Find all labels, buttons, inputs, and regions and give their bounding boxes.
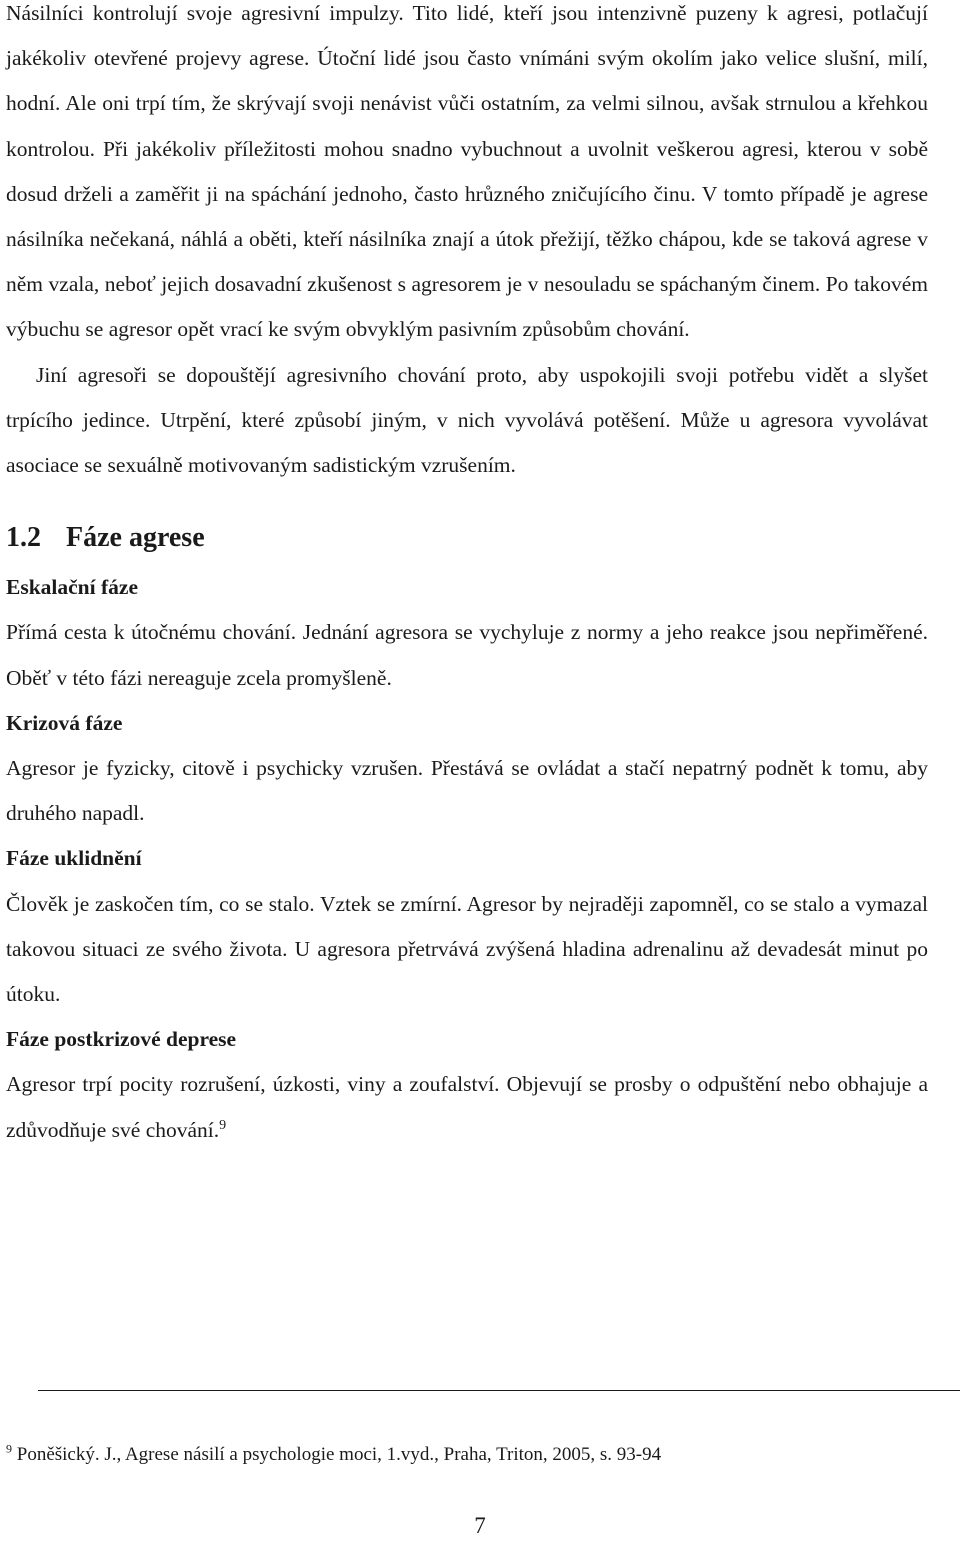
document-page <box>6 0 928 1153</box>
phase-text: Agresor trpí pocity rozrušení, úzkosti, viny a zoufalství. Objevují se prosby o odpuštění nebo obhajuje a zdůvodňuje své chování. <box>6 1072 928 1142</box>
phase-text: Člověk je zaskočen tím, co se stalo. Vztek se zmírní. Agresor by nejraději zapomněl, co se stalo a vymazal takovou situaci ze svého života. U agresora přetrvává zvýšená hladina adrenalinu až devadesát minut po útoku. <box>6 891 928 1007</box>
phase-text-with-footnote <box>6 1062 928 1152</box>
footnote-marker: 9 <box>6 1441 12 1456</box>
body-paragraph: Násilníci kontrolují svoje agresivní impulzy. Tito lidé, kteří jsou intenzivně puzeny k agresi, potlačují jakékoliv otevřené projevy agrese. Útoční lidé jsou často vnímáni svým okolím jako velice slušní, milí, hodní. Ale oni trpí tím, že skrývají svoji nenávist vůči ostatním, za velmi silnou, avšak strnulou a křehkou kontrolou. Při jakékoliv příležitosti mohou snadno vybuchnout a uvolnit veškerou agresi, kterou v sobě dosud drželi a zaměřit ji na spáchání jednoho, často hrůzného zničujícího činu. V tomto případě je agrese násilníka nečekaná, náhlá a oběti, kteří násilníka znají a útok přežijí, těžko chápou, kde se taková agrese v něm vzala, neboť jejich dosavadní zkušenost s agresorem je v nesouladu se spáchaným činem. Po takovém výbuchu se agresor opět vrací ke svým obvyklým pasivním způsobům chování. <box>6 1 928 342</box>
phase-heading: Eskalační fáze <box>6 575 138 600</box>
section-title: Fáze agrese <box>66 522 205 554</box>
footnote <box>6 1440 661 1470</box>
footnote-reference: 9 <box>219 1117 227 1133</box>
body-paragraph: Jiní agresoři se dopouštějí agresivního chování proto, aby uspokojili svoji potřebu vidět a slyšet trpícího jedince. Utrpění, které způsobí jiným, v nich vyvolává potěšení. Může u agresora vyvolávat asociace se sexuálně motivovaným sadistickým vzrušením. <box>6 362 928 478</box>
section-heading <box>6 513 928 563</box>
footnote-separator <box>38 1390 960 1391</box>
footnote-text: Poněšický. J., Agrese násilí a psychologie moci, 1.vyd., Praha, Triton, 2005, s. 93-94 <box>12 1444 662 1465</box>
phase-heading: Fáze postkrizové deprese <box>6 1027 237 1052</box>
phase-text: Přímá cesta k útočnému chování. Jednání agresora se vychyluje z normy a jeho reakce jsou nepřiměřené. Oběť v této fázi nereaguje zcela promyšleně. <box>6 620 928 690</box>
phase-heading: Krizová fáze <box>6 710 123 735</box>
section-number: 1.2 <box>6 522 41 554</box>
phase-heading: Fáze uklidnění <box>6 846 142 871</box>
page-number: 7 <box>474 1513 486 1538</box>
phase-text: Agresor je fyzicky, citově i psychicky vzrušen. Přestává se ovládat a stačí nepatrný podnět k tomu, aby druhého napadl. <box>6 756 928 826</box>
